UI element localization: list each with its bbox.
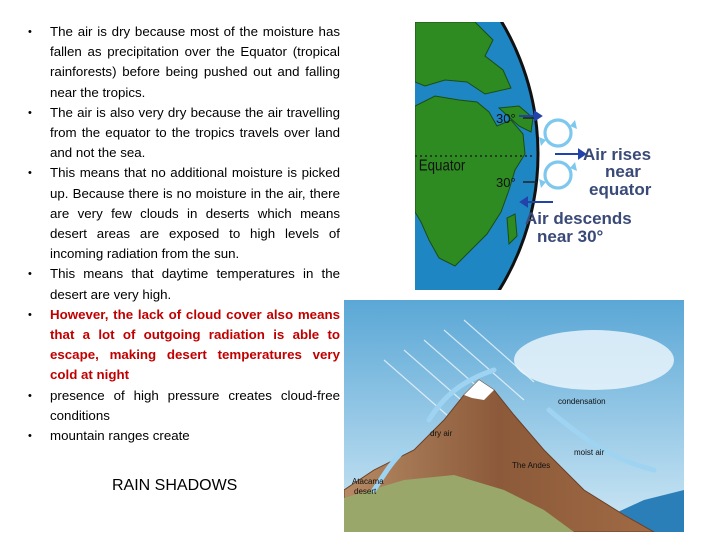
label-the-andes: The Andes — [512, 461, 551, 470]
bullet-item — [22, 103, 340, 164]
label-moist-air: moist air — [574, 448, 605, 457]
rain-shadow-illustration — [344, 300, 684, 532]
label-atacama-1: Atacama — [352, 477, 384, 486]
bullet-dot: • — [28, 106, 32, 119]
bullet-list — [22, 22, 340, 446]
cell-bottom — [545, 162, 571, 188]
bullet-dot: • — [28, 389, 32, 402]
bullet-item — [22, 22, 340, 103]
bullet-item — [22, 426, 340, 446]
bullet-dot: • — [28, 268, 32, 281]
equator-label: Equator — [418, 157, 466, 175]
globe-diagram — [415, 22, 655, 290]
lat-label-bottom: 30° — [496, 175, 516, 190]
label-air-rises-2: near — [605, 162, 641, 181]
label-air-rises-1: Air rises — [583, 145, 652, 164]
bullet-item-highlight — [22, 305, 340, 386]
bullet-text: However, the lack of cloud cover also means that a lot of outgoing radiation is able to escape, making desert temperatures very cold at night — [50, 306, 340, 383]
bullet-item — [22, 163, 340, 264]
bullet-dot: • — [28, 430, 32, 443]
mountain-svg — [344, 300, 684, 532]
label-dry-air: dry air — [430, 429, 453, 438]
bullet-dot: • — [28, 26, 32, 38]
bullet-item — [22, 264, 340, 304]
cloud — [514, 330, 674, 390]
bullet-text: mountain ranges create — [50, 428, 190, 444]
bullet-text: presence of high pressure creates cloud-free conditions — [50, 387, 340, 423]
lat-label-top: 30° — [496, 111, 516, 126]
bullet-dot: • — [28, 167, 32, 180]
label-air-rises-3: equator — [589, 180, 652, 199]
bullet-item — [22, 386, 340, 426]
bullet-text: This means that daytime temperatures in the desert are very high. — [50, 266, 340, 302]
label-air-descends-1: Air descends — [525, 209, 632, 228]
globe-labels — [525, 145, 652, 246]
label-air-descends-2: near 30° — [537, 227, 604, 246]
bullet-text: This means that no additional moisture is picked up. Because there is no moisture in the air, there are very few clouds in deserts which means desert areas are exposed to high levels of incoming radiation from the sun. — [50, 165, 340, 262]
bullet-text: The air is also very dry because the air travelling from the equator to the tropics travels over land and not the sea. — [50, 104, 340, 161]
label-atacama-2: desert — [354, 487, 377, 496]
globe-svg — [415, 22, 655, 290]
bullet-text: The air is dry because most of the moisture has fallen as precipitation over the Equator (tropical rainforests) before being pushed out and falling near the tropics. — [50, 24, 340, 100]
bullet-dot: • — [28, 308, 32, 321]
label-condensation: condensation — [558, 397, 606, 406]
rain-shadows-label: RAIN SHADOWS — [112, 477, 238, 494]
cell-top — [545, 120, 571, 146]
